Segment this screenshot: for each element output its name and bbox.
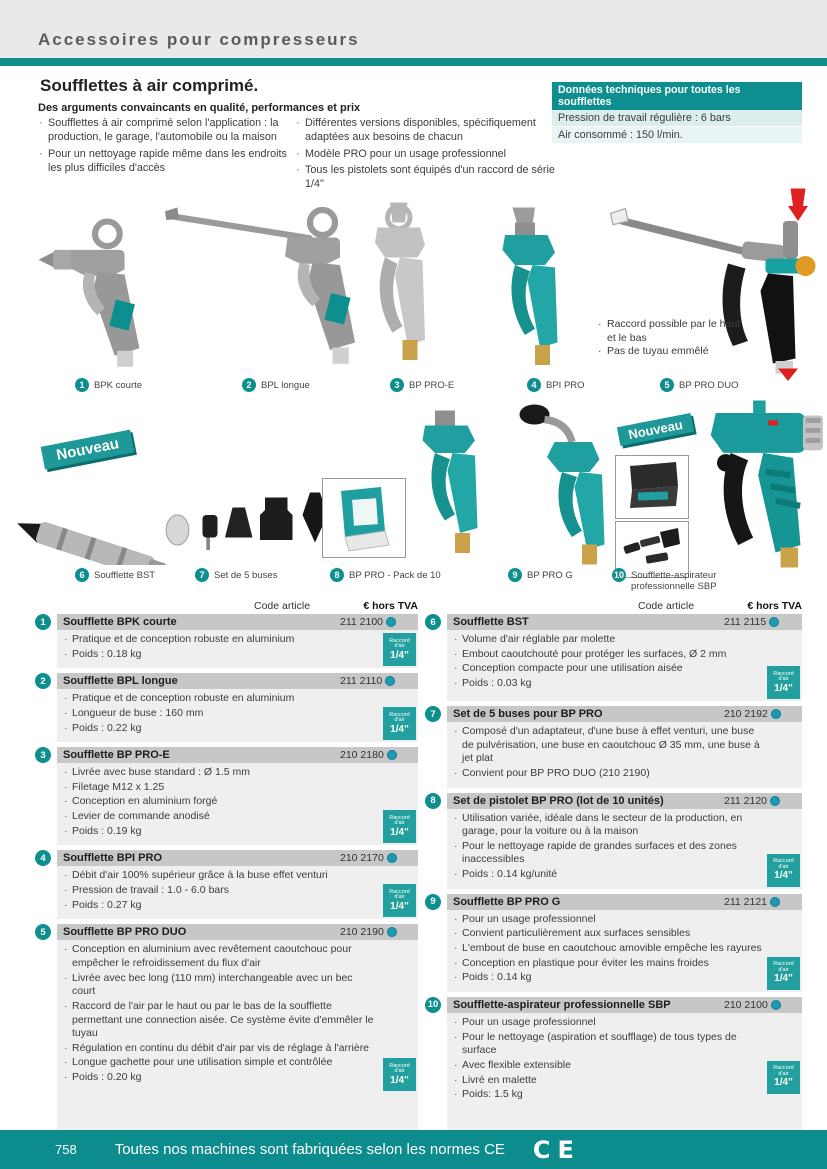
item-code: 210 2192 (724, 708, 768, 720)
nouveau-banner: Nouveau (41, 429, 135, 469)
item-code: 210 2190 (340, 926, 384, 939)
spec-bullet: · Poids : 0.18 kg (63, 648, 378, 662)
caption-label: BP PRO - Pack de 10 (349, 570, 441, 581)
raccord-badge: Raccord d'air 1/4" (383, 884, 416, 917)
item-number-badge: 2 (242, 378, 256, 392)
header-band (0, 0, 827, 58)
spec-bullet: · Poids : 0.14 kg/unité (453, 868, 762, 882)
raccord-badge: Raccord d'air 1/4" (383, 707, 416, 740)
caption-label: BP PRO G (527, 570, 573, 581)
info-icon (771, 1000, 781, 1010)
info-icon (385, 676, 395, 686)
product-image-pack-gun (405, 408, 505, 568)
item-name: Soufflette BST (453, 616, 529, 628)
item-body (447, 809, 802, 889)
spec-bullet: · Convient particulièrement aux surfaces sensibles (453, 927, 762, 941)
item-number-badge: 6 (425, 614, 441, 630)
duo-note: · Raccord possible par le haut et le bas (598, 318, 748, 345)
spec-bullet: · Conception en aluminium forgé (63, 795, 378, 809)
spec-bullet: · Longue gachette pour une utilisation simple et contrôlée (63, 1056, 378, 1070)
item-number-badge: 6 (75, 568, 89, 582)
item-number-badge: 2 (35, 673, 51, 689)
item-number-badge: 1 (75, 378, 89, 392)
product-spec-item-5 (35, 924, 418, 1164)
item-code: 211 2100 (340, 616, 384, 628)
item-name: Soufflette BP PRO G (453, 895, 561, 908)
product-image-set-5-buses (160, 470, 330, 560)
item-body (57, 866, 418, 919)
listing-column-right (425, 596, 802, 1167)
ce-logo: CE (532, 1135, 581, 1164)
spec-bullet: · Pratique et de conception robuste en aluminium (63, 692, 378, 706)
spec-bullet: · Poids : 0.22 kg (63, 722, 378, 736)
spec-bullet: · Filetage M12 x 1.25 (63, 781, 378, 795)
listing-column-headers (425, 596, 802, 612)
item-name: Soufflette-aspirateur professionnelle SBP (453, 998, 671, 1011)
caption-set-5-buses (195, 568, 277, 582)
item-name: Soufflette BP PRO-E (63, 749, 170, 762)
item-number-badge: 5 (35, 924, 51, 940)
footer-bar (0, 1130, 827, 1169)
raccord-badge: Raccord d'air 1/4" (767, 1061, 800, 1094)
spec-bullet: · Avec flexible extensible (453, 1059, 762, 1073)
item-name: Set de pistolet BP PRO (lot de 10 unités) (453, 794, 664, 807)
caption-bst (75, 568, 155, 582)
raccord-badge: Raccord d'air 1/4" (383, 810, 416, 843)
nouveau-banner: Nouveau (617, 413, 694, 446)
info-icon (770, 796, 780, 806)
intro-bullet: · Pour un nettoyage rapide même dans les endroits les plus difficiles d'accès (38, 147, 288, 176)
spec-bullet: · Poids : 0.14 kg (453, 971, 762, 985)
caption-label: BPK courte (94, 380, 143, 391)
duo-note: · Pas de tuyau emmêlé (598, 345, 748, 359)
spec-bullet: · Pour un usage professionnel (453, 913, 762, 927)
item-number-badge: 7 (195, 568, 209, 582)
code-article-header: Code article (254, 600, 311, 612)
spec-bullet: · Embout caoutchouté pour protéger les surfaces, Ø 2 mm (453, 648, 762, 662)
tech-data-row: Pression de travail régulière : 6 bars (552, 110, 802, 127)
caption-label: Set de 5 buses (214, 570, 278, 581)
caption-bp-pro-g (508, 568, 573, 582)
info-icon (387, 853, 397, 863)
info-icon (387, 927, 397, 937)
info-icon (771, 709, 781, 719)
caption-label: BPL longue (261, 380, 310, 391)
caption-label: BP PRO DUO (679, 380, 739, 391)
item-code: 211 2120 (724, 794, 768, 807)
product-spec-item-8 (425, 793, 802, 889)
info-icon (387, 750, 397, 760)
product-image-bpk-courte (35, 208, 160, 373)
spec-bullet: · Livré en malette (453, 1074, 762, 1088)
spec-bullet: · Pratique et de conception robuste en aluminium (63, 633, 378, 647)
caption-label: BP PRO-E (409, 380, 455, 391)
spec-bullet: · Pour le nettoyage (aspiration et soufflage) de tous types de surface (453, 1031, 762, 1058)
product-image-bpi-pro (475, 205, 590, 375)
info-icon (770, 897, 780, 907)
caption-bp-pro-duo (660, 378, 738, 392)
intro-bullet: · Soufflettes à air comprimé selon l'application : la production, le garage, l'automobile ou la maison (38, 116, 288, 145)
raccord-badge: Raccord d'air 1/4" (383, 633, 416, 666)
item-body (447, 722, 802, 788)
section-title: Soufflettes à air comprimé. (40, 76, 259, 95)
spec-bullet: · Livrée avec buse standard : Ø 1.5 mm (63, 766, 378, 780)
spec-bullet: · Pour le nettoyage rapide de grandes surfaces et des zones inaccessibles (453, 840, 762, 867)
raccord-badge: Raccord d'air 1/4" (767, 666, 800, 699)
product-spec-item-9 (425, 894, 802, 992)
spec-bullet: · Pression de travail : 1.0 - 6.0 bars (63, 884, 378, 898)
spec-bullet: · Conception en plastique pour éviter les mains froides (453, 957, 762, 971)
product-image-sbp-gun (698, 398, 827, 575)
tech-data-title: Données techniques pour toutes les soufflettes (552, 82, 802, 110)
intro-bullet: · Différentes versions disponibles, spécifiquement adaptées aux besoins de chacun (295, 116, 557, 145)
item-code: 211 2110 (340, 675, 383, 688)
item-body (57, 689, 418, 742)
raccord-badge: Raccord d'air 1/4" (383, 1058, 416, 1091)
spec-bullet: · Raccord de l'air par le haut ou par le bas de la soufflette permettant une connection aisée. Ce système évite d'emmêler le tuyau (63, 1000, 378, 1041)
spec-bullet: · Débit d'air 100% supérieur grâce à la buse effet venturi (63, 869, 378, 883)
item-number-badge: 9 (425, 894, 441, 910)
tech-data-row: Air consommé : 150 l/min. (552, 127, 802, 144)
price-header: € hors TVA (363, 600, 418, 612)
caption-label: BPI PRO (546, 380, 585, 391)
section-subtitle: Des arguments convaincants en qualité, performances et prix (38, 102, 361, 114)
spec-bullet: · Convient pour BP PRO DUO (210 2190) (453, 767, 762, 781)
product-image-bp-pro-e (340, 200, 455, 375)
spec-bullet: · Volume d'air réglable par molette (453, 633, 762, 647)
item-number-badge: 4 (35, 850, 51, 866)
item-number-badge: 8 (425, 793, 441, 809)
item-name: Soufflette BPL longue (63, 675, 178, 688)
footer-text: Toutes nos machines sont fabriquées selon les normes CE (114, 1141, 505, 1158)
item-code: 210 2170 (340, 852, 384, 865)
item-number-badge: 10 (613, 570, 624, 580)
spec-bullet: · Conception en aluminium avec revêtement caoutchouc pour empêcher le refroidissement du flux d'air (63, 943, 378, 970)
header-rule (0, 58, 827, 66)
spec-bullet: · Poids: 1.5 kg (453, 1088, 762, 1102)
item-header (447, 614, 802, 630)
item-header (447, 793, 802, 809)
listing-column-left (35, 596, 418, 1169)
item-code: 210 2180 (340, 749, 384, 762)
item-number-badge: 7 (425, 706, 441, 722)
item-number-badge: 10 (425, 997, 441, 1013)
caption-bpl-longue (242, 378, 310, 392)
item-number-badge: 8 (330, 568, 344, 582)
product-image-bst (12, 460, 177, 570)
caption-bpk-courte (75, 378, 142, 392)
caption-bpi-pro (527, 378, 585, 392)
page-number: 758 (55, 1142, 77, 1157)
item-header (57, 614, 418, 630)
listing-column-headers (35, 596, 418, 612)
item-name: Set de 5 buses pour BP PRO (453, 708, 603, 720)
item-header (57, 747, 418, 763)
raccord-badge: Raccord d'air 1/4" (767, 957, 800, 990)
item-header (57, 850, 418, 866)
item-header (57, 673, 418, 689)
product-image-sbp-case-frame (615, 455, 689, 519)
product-spec-item-7 (425, 706, 802, 788)
item-number-badge: 9 (508, 568, 522, 582)
product-image-bp-pro-g (512, 402, 627, 572)
spec-bullet: · Livrée avec bec long (110 mm) interchangeable avec un bec court (63, 972, 378, 999)
caption-bp-pro-pack (330, 568, 441, 582)
caption-label: Soufflette BST (94, 570, 156, 581)
spec-bullet: · Poids : 0.19 kg (63, 825, 378, 839)
item-code: 211 2121 (724, 895, 768, 908)
duo-notes (598, 318, 748, 359)
item-number-badge: 4 (527, 378, 541, 392)
spec-bullet: · L'embout de buse en caoutchouc amovible empêche les rayures (453, 942, 762, 956)
product-spec-item-2 (35, 673, 418, 742)
item-code: 211 2115 (724, 616, 767, 628)
caption-label: Soufflette-aspirateur professionnelle SBP (631, 570, 717, 593)
item-body (57, 630, 418, 668)
product-image-pack-box-frame (322, 478, 406, 558)
intro-bullets-right (295, 116, 557, 193)
spec-bullet: · Pour un usage professionnel (453, 1016, 762, 1030)
code-article-header: Code article (638, 600, 695, 612)
price-header: € hors TVA (747, 600, 802, 612)
intro-bullet: · Tous les pistolets sont équipés d'un raccord de série 1/4" (295, 163, 557, 192)
info-icon (386, 617, 396, 627)
spec-bullet: · Levier de commande anodisé (63, 810, 378, 824)
product-spec-item-3 (35, 747, 418, 845)
tech-data-box (552, 82, 802, 144)
spec-bullet: · Poids : 0.03 kg (453, 677, 762, 691)
product-spec-item-1 (35, 614, 418, 668)
caption-sbp (612, 568, 737, 593)
item-header (447, 894, 802, 910)
item-header (447, 706, 802, 722)
spec-bullet: · Régulation en continu du débit d'air par vis de réglage à l'arrière (63, 1042, 378, 1056)
item-code: 210 2100 (724, 998, 768, 1011)
product-spec-item-6 (425, 614, 802, 701)
item-name: Soufflette BPK courte (63, 616, 177, 628)
spec-bullet: · Composé d'un adaptateur, d'une buse à effet venturi, une buse de pulvérisation, une buse en caoutchouc Ø 35 mm, une buse à jet plat (453, 725, 762, 766)
spec-bullet: · Longueur de buse : 160 mm (63, 707, 378, 721)
item-number-badge: 3 (390, 378, 404, 392)
item-name: Soufflette BP PRO DUO (63, 926, 187, 939)
item-body (447, 630, 802, 701)
item-name: Soufflette BPI PRO (63, 852, 163, 865)
spec-bullet: · Conception compacte pour une utilisation aisée (453, 662, 762, 676)
caption-bp-pro-e (390, 378, 454, 392)
intro-bullets-left (38, 116, 288, 177)
product-spec-item-4 (35, 850, 418, 919)
raccord-badge: Raccord d'air 1/4" (767, 854, 800, 887)
item-number-badge: 3 (35, 747, 51, 763)
item-body (447, 910, 802, 992)
intro-bullet: · Modèle PRO pour un usage professionnel (295, 147, 557, 161)
item-body (57, 763, 418, 845)
spec-bullet: · Poids : 0.27 kg (63, 899, 378, 913)
spec-bullet: · Utilisation variée, idéale dans le secteur de la production, en garage, pour la voiture ou à la maison (453, 812, 762, 839)
spec-bullet: · Poids : 0.20 kg (63, 1071, 378, 1085)
info-icon (769, 617, 779, 627)
item-header (57, 924, 418, 940)
item-number-badge: 1 (35, 614, 51, 630)
page-title: Accessoires pour compresseurs (38, 30, 360, 49)
product-image-bpl-longue (165, 190, 365, 375)
item-header (447, 997, 802, 1013)
item-number-badge: 5 (660, 378, 674, 392)
